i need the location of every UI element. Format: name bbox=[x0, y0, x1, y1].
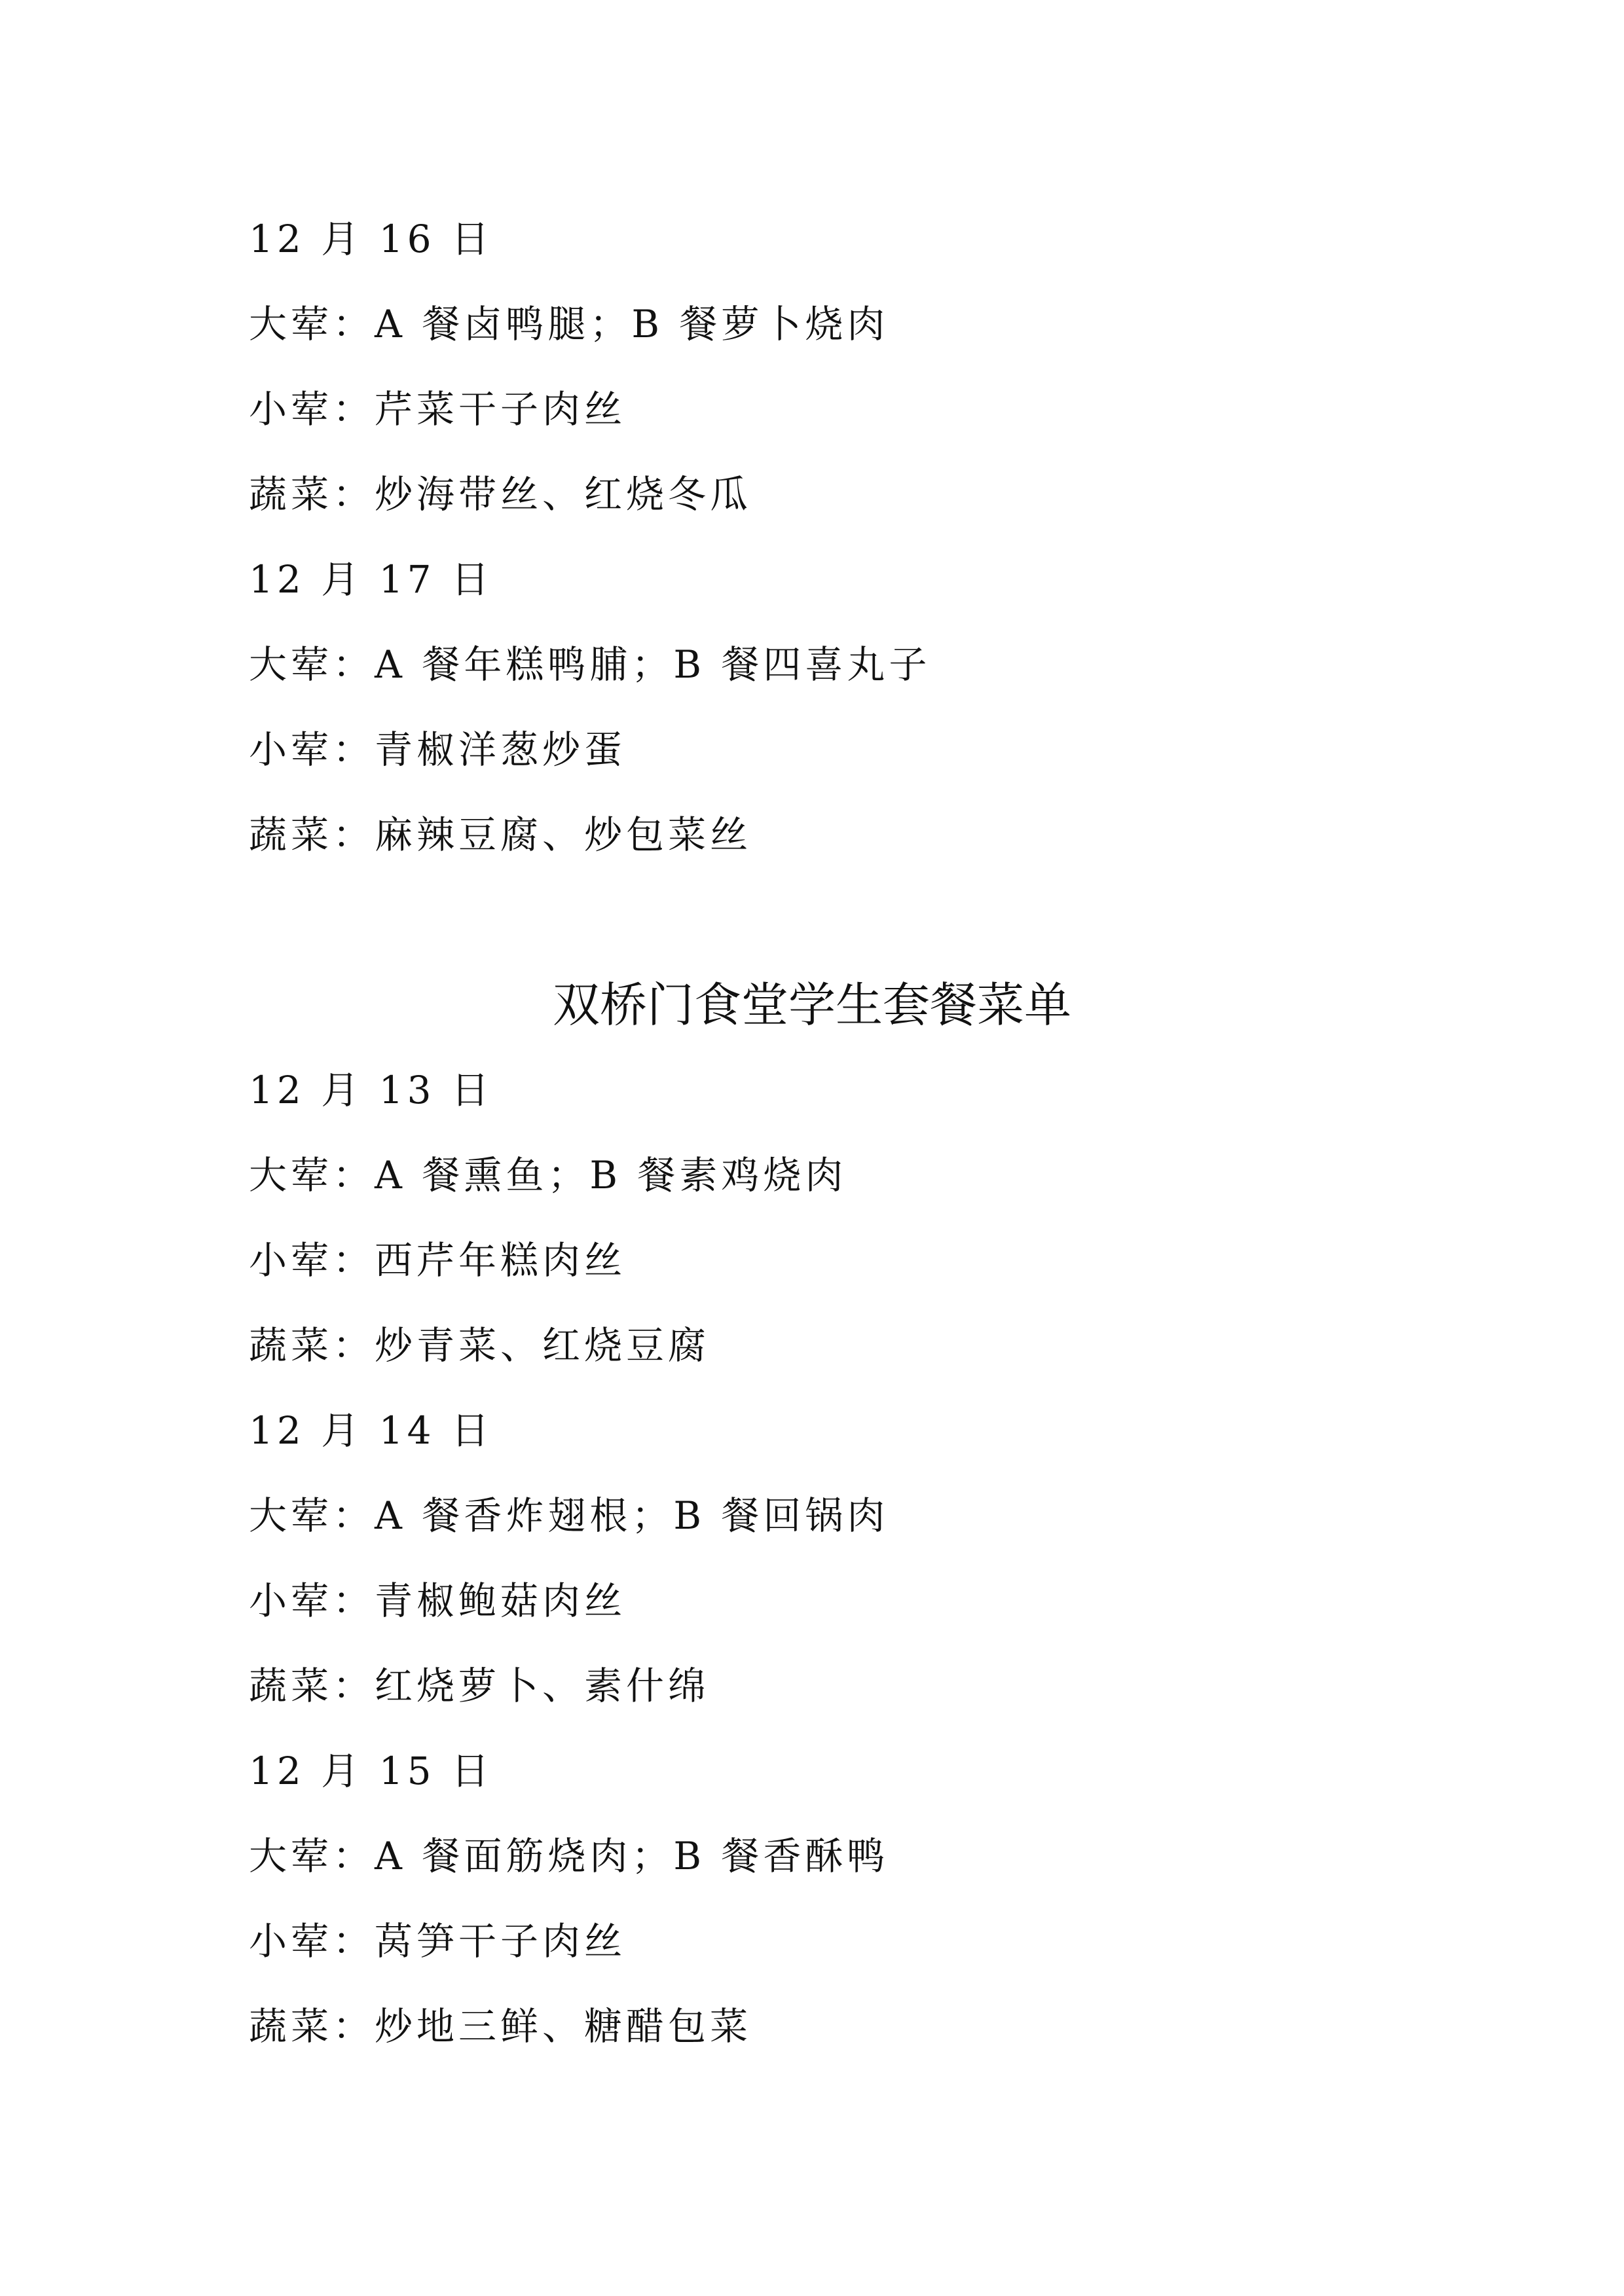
date-heading: 12 月 16 日 bbox=[249, 217, 493, 261]
small-meat-line: 小荤：芹菜干子肉丝 bbox=[249, 387, 627, 431]
vegetable-line: 蔬菜：红烧萝卜、素什绵 bbox=[249, 1664, 710, 1708]
date-heading: 12 月 17 日 bbox=[249, 557, 493, 602]
big-meat-line: 大荤：A 餐卤鸭腿；B 餐萝卜烧肉 bbox=[249, 302, 889, 346]
date-heading: 12 月 15 日 bbox=[249, 1749, 493, 1793]
menu-title: 双桥门食堂学生套餐菜单 bbox=[552, 977, 1071, 1032]
small-meat-line: 小荤：青椒洋葱炒蛋 bbox=[249, 727, 627, 772]
date-heading: 12 月 13 日 bbox=[249, 1068, 493, 1112]
small-meat-line: 小荤：青椒鲍菇肉丝 bbox=[249, 1578, 627, 1623]
big-meat-line: 大荤：A 餐面筋烧肉；B 餐香酥鸭 bbox=[249, 1834, 889, 1878]
big-meat-line: 大荤：A 餐熏鱼；B 餐素鸡烧肉 bbox=[249, 1153, 847, 1197]
small-meat-line: 小荤：西芹年糕肉丝 bbox=[249, 1238, 627, 1283]
big-meat-line: 大荤：A 餐香炸翅根；B 餐回锅肉 bbox=[249, 1493, 889, 1538]
small-meat-line: 小荤：莴笋干子肉丝 bbox=[249, 1919, 627, 1963]
big-meat-line: 大荤：A 餐年糕鸭脯；B 餐四喜丸子 bbox=[249, 642, 931, 687]
vegetable-line: 蔬菜：炒青菜、红烧豆腐 bbox=[249, 1323, 710, 1368]
vegetable-line: 蔬菜：麻辣豆腐、炒包菜丝 bbox=[249, 812, 752, 857]
vegetable-line: 蔬菜：炒地三鲜、糖醋包菜 bbox=[249, 2004, 752, 2049]
date-heading: 12 月 14 日 bbox=[249, 1408, 493, 1453]
vegetable-line: 蔬菜：炒海带丝、红烧冬瓜 bbox=[249, 472, 752, 517]
